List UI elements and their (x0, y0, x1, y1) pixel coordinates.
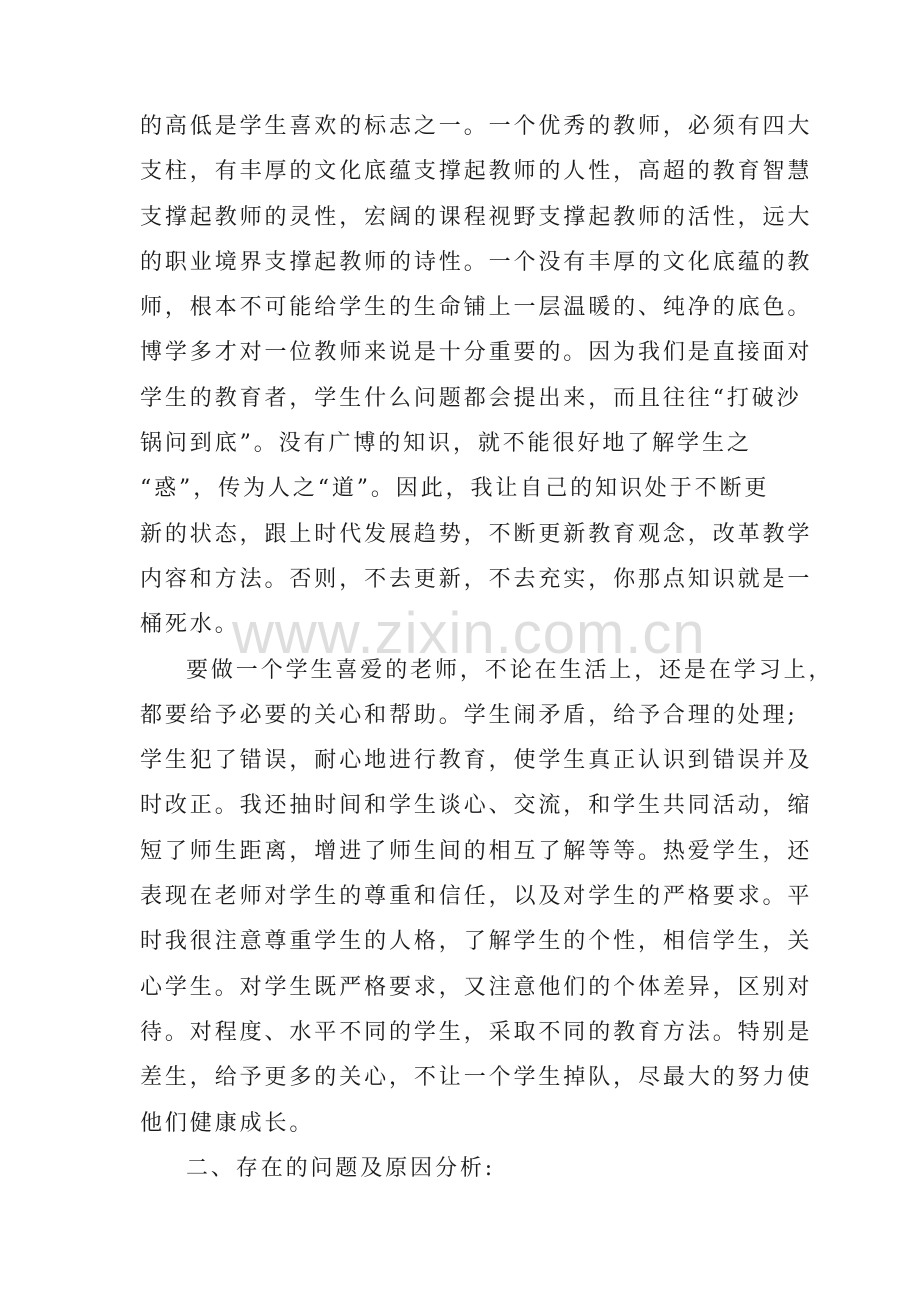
text-line: 时我很注意尊重学生的人格，了解学生的个性，相信学生，关 (140, 929, 813, 955)
text-line: 锅问到底”。没有广博的知识，就不能很好地了解学生之 (140, 431, 752, 457)
text-line: 学生的教育者，学生什么问题都会提出来，而且往往“打破沙 (140, 385, 802, 411)
text-line: 表现在老师对学生的尊重和信任，以及对学生的严格要求。平 (140, 884, 813, 910)
text-line: 的职业境界支撑起教师的诗性。一个没有丰厚的文化底蕴的教 (140, 249, 813, 275)
text-line: 桶死水。 (140, 612, 240, 638)
text-line: 待。对程度、水平不同的学生，采取不同的教育方法。特别是 (140, 1019, 813, 1045)
text-line: 新的状态，跟上时代发展趋势，不断更新教育观念，改革教学 (140, 521, 813, 547)
text-line: 心学生。对学生既严格要求，又注意他们的个体差异，区别对 (140, 974, 813, 1000)
text-line: 他们健康成长。 (140, 1110, 315, 1136)
text-line: 都要给予必要的关心和帮助。学生闹矛盾，给予合理的处理; (140, 702, 798, 728)
paragraph-start-line: 要做一个学生喜爱的老师，不论在生活上，还是在学习上， (186, 657, 834, 683)
text-line: 师，根本不可能给学生的生命铺上一层温暖的、纯净的底色。 (140, 295, 813, 321)
watermark: www.zixin.com.cn (232, 601, 706, 666)
document-body (140, 104, 834, 1191)
text-line: 时改正。我还抽时间和学生谈心、交流，和学生共同活动，缩 (140, 793, 813, 819)
text-line: 短了师生距离，增进了师生间的相互了解等等。热爱学生，还 (140, 838, 813, 864)
text-line: 差生，给予更多的关心，不让一个学生掉队，尽最大的努力使 (140, 1065, 813, 1091)
text-line: 学生犯了错误，耐心地进行教育，使学生真正认识到错误并及 (140, 748, 813, 774)
text-line: 支撑起教师的灵性，宏阔的课程视野支撑起教师的活性，远大 (140, 204, 813, 230)
text-line: 内容和方法。否则，不去更新，不去充实，你那点知识就是一 (140, 566, 813, 592)
text-line: 支柱，有丰厚的文化底蕴支撑起教师的人性，高超的教育智慧 (140, 159, 813, 185)
text-line: 的高低是学生喜欢的标志之一。一个优秀的教师，必须有四大 (140, 114, 813, 139)
text-line: 博学多才对一位教师来说是十分重要的。因为我们是直接面对 (140, 340, 813, 366)
text-line: “惑”，传为人之“道”。因此，我让自己的知识处于不断更 (140, 476, 770, 502)
section-heading: 二、存在的问题及原因分析: (186, 1155, 496, 1181)
